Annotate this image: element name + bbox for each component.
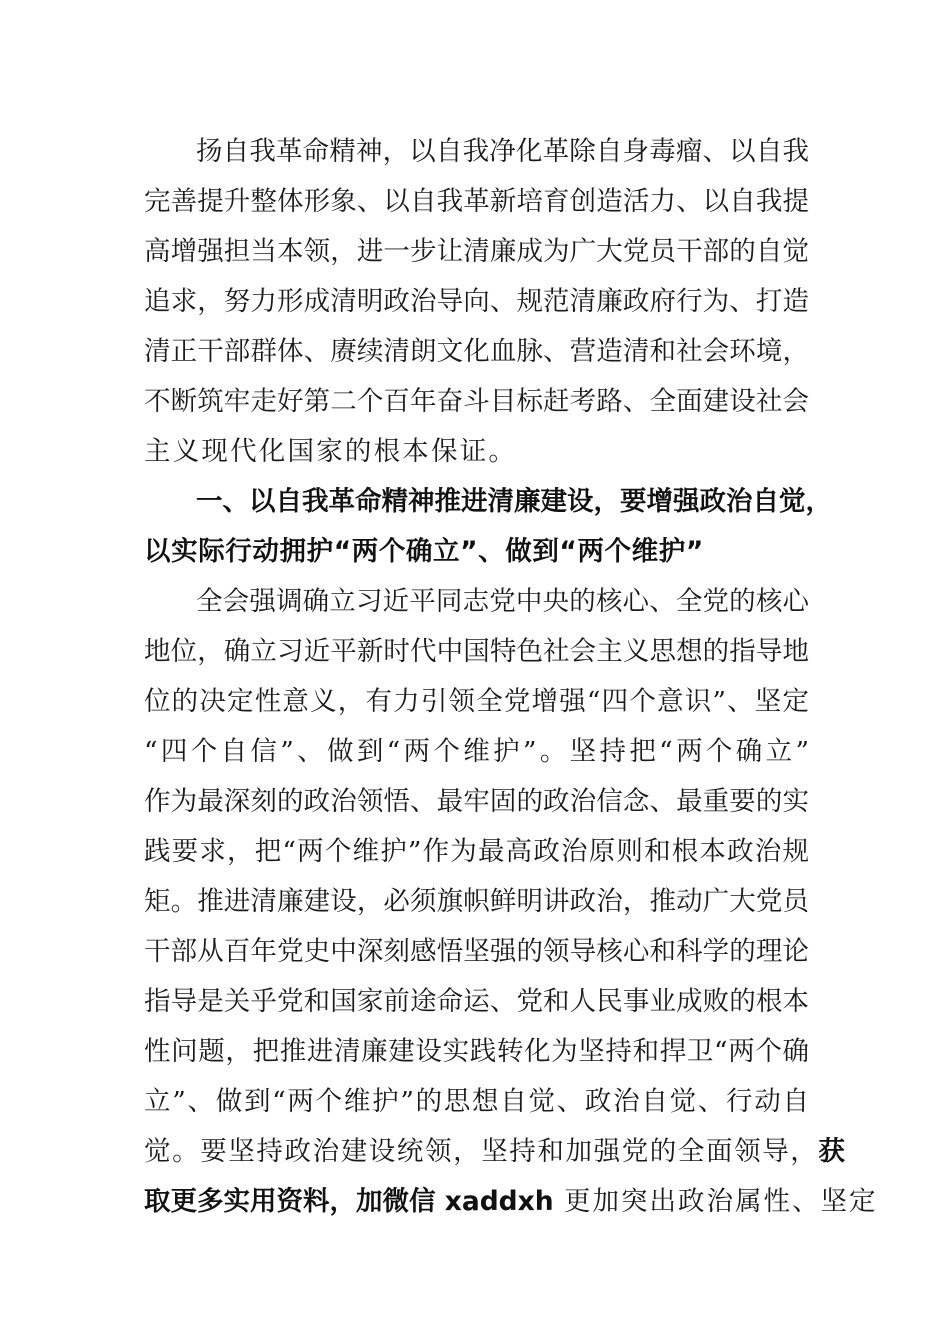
intro-line-6: 不断筑牢走好第二个百年奋斗目标赶考路、全面建设社会	[144, 386, 809, 417]
body-line-1: 全会强调确立习近平同志党中央的核心、全党的核心	[196, 586, 809, 617]
body-line-13	[144, 1186, 878, 1218]
body-line-11: 立”、做到“两个维护”的思想自觉、政治自觉、行动自	[144, 1086, 809, 1117]
intro-line-2: 完善提升整体形象、以自我革新培育创造活力、以自我提	[144, 186, 809, 217]
body-line-8: 干部从百年党史中深刻感悟坚强的领导核心和科学的理论	[144, 936, 809, 967]
promo-text-wechat: 取更多实用资料，加微信 xaddxh	[144, 1186, 554, 1217]
body-line-9: 指导是关乎党和国家前途命运、党和人民事业成败的根本	[144, 986, 809, 1017]
body-line-12-text: 觉。要坚持政治建设统领，坚持和加强党的全面领导，	[144, 1136, 819, 1167]
intro-line-7: 主义现代化国家的根本保证。	[144, 436, 518, 467]
promo-text-start: 获	[818, 1136, 845, 1167]
body-line-12	[144, 1136, 845, 1168]
section-heading-line-2: 以实际行动拥护“两个确立”、做到“两个维护”	[144, 536, 704, 567]
body-line-6: 践要求，把“两个维护”作为最高政治原则和根本政治规	[144, 836, 809, 867]
body-line-7: 矩。推进清廉建设，必须旗帜鲜明讲政治，推动广大党员	[144, 886, 809, 917]
intro-line-1: 扬自我革命精神，以自我净化革除自身毒瘤、以自我	[196, 136, 809, 167]
intro-line-5: 清正干部群体、赓续清朗文化血脉、营造清和社会环境，	[144, 336, 809, 367]
section-heading-line-1: 一、以自我革命精神推进清廉建设，要增强政治自觉，	[196, 486, 832, 517]
intro-line-4: 追求，努力形成清明政治导向、规范清廉政府行为、打造	[144, 286, 809, 317]
body-line-5: 作为最深刻的政治领悟、最牢固的政治信念、最重要的实	[144, 786, 809, 817]
body-line-13-text: 更加突出政治属性、坚定	[553, 1186, 878, 1217]
body-line-2: 地位，确立习近平新时代中国特色社会主义思想的指导地	[144, 636, 809, 667]
body-line-3: 位的决定性意义，有力引领全党增强“四个意识”、坚定	[144, 686, 809, 717]
body-line-10: 性问题，把推进清廉建设实践转化为坚持和捍卫“两个确	[144, 1036, 809, 1067]
intro-line-3: 高增强担当本领，进一步让清廉成为广大党员干部的自觉	[144, 236, 809, 267]
body-line-4: “四个自信”、做到“两个维护”。坚持把“两个确立”	[144, 736, 809, 767]
